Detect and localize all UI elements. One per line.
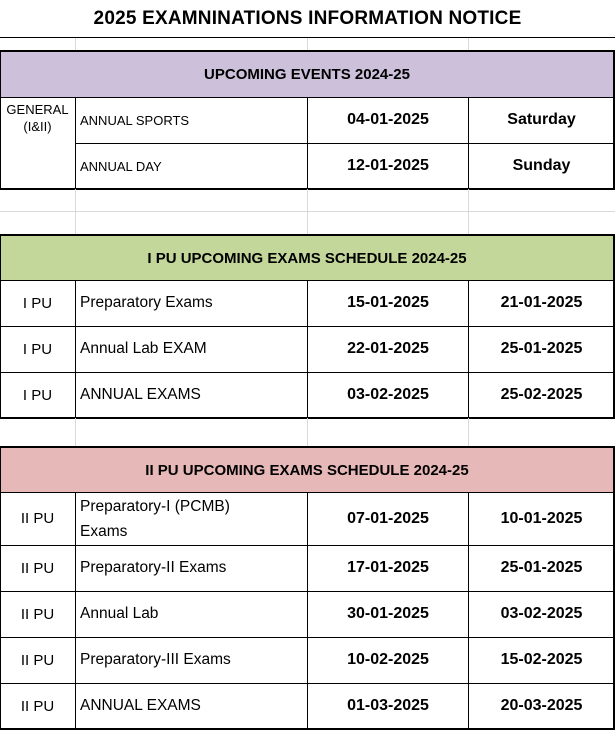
event-date: 12-01-2025 [347, 157, 429, 174]
column-border [0, 50, 1, 189]
column-border [468, 97, 469, 189]
class-cell: II PU [20, 651, 55, 669]
column-border [0, 446, 1, 729]
section-heading-events: UPCOMING EVENTS 2024-25 [0, 50, 615, 98]
column-border [0, 234, 1, 418]
gridline [75, 418, 76, 447]
gridline [75, 37, 76, 51]
event-name: ANNUAL DAY [80, 158, 162, 174]
end-date: 21-01-2025 [500, 294, 583, 311]
end-date: 25-01-2025 [500, 559, 583, 576]
class-cell: II PU [20, 559, 55, 577]
exam-name: Preparatory Exams [80, 294, 213, 311]
start-date: 15-01-2025 [347, 294, 429, 311]
gridline [307, 37, 308, 51]
class-cell: II PU [20, 510, 55, 527]
column-border [75, 97, 76, 189]
class-cell: I PU [22, 340, 53, 358]
exam-name: ANNUAL EXAMS [80, 697, 201, 714]
start-date: 22-01-2025 [347, 340, 429, 357]
gridline [307, 418, 308, 447]
column-border [75, 492, 76, 729]
event-date: 04-01-2025 [347, 111, 429, 128]
start-date: 01-03-2025 [347, 697, 429, 714]
end-date: 20-03-2025 [500, 697, 583, 714]
gridline [0, 211, 615, 212]
section-heading-ipu: I PU UPCOMING EXAMS SCHEDULE 2024-25 [0, 234, 615, 281]
class-cell: II PU [20, 697, 55, 715]
event-day: Saturday [507, 111, 576, 128]
exam-name: Preparatory-III Exams [80, 651, 231, 668]
end-date: 25-01-2025 [500, 340, 583, 357]
row-border [0, 37, 615, 38]
page-title: 2025 EXAMNINATIONS INFORMATION NOTICE [93, 8, 522, 29]
column-border [75, 280, 76, 418]
column-border [307, 280, 308, 418]
end-date: 25-02-2025 [500, 386, 583, 403]
start-date: 17-01-2025 [347, 559, 429, 576]
column-border [307, 492, 308, 729]
end-date: 15-02-2025 [500, 651, 583, 668]
exam-name: Preparatory-II Exams [80, 559, 227, 576]
column-border [468, 280, 469, 418]
exam-name: ANNUAL EXAMS [80, 386, 201, 403]
start-date: 07-01-2025 [347, 509, 429, 527]
group-cell-general: GENERAL (I&II) [6, 102, 69, 134]
gridline [468, 37, 469, 51]
event-day: Sunday [512, 157, 571, 174]
end-date: 03-02-2025 [500, 605, 583, 622]
exam-name: Annual Lab [80, 605, 159, 622]
class-cell: I PU [22, 294, 53, 312]
class-cell: I PU [22, 386, 53, 404]
exam-name: Preparatory-I (PCMB) Exams [80, 497, 230, 540]
start-date: 30-01-2025 [347, 605, 429, 622]
gridline [468, 418, 469, 447]
start-date: 03-02-2025 [347, 386, 429, 403]
exam-name: Annual Lab EXAM [80, 340, 207, 357]
class-cell: II PU [20, 605, 55, 623]
end-date: 10-01-2025 [500, 509, 583, 527]
column-border [468, 492, 469, 729]
row-border [75, 143, 615, 144]
event-name: ANNUAL SPORTS [80, 112, 190, 128]
start-date: 10-02-2025 [347, 651, 429, 668]
column-border [307, 97, 308, 189]
section-heading-iipu: II PU UPCOMING EXAMS SCHEDULE 2024-25 [0, 446, 615, 493]
